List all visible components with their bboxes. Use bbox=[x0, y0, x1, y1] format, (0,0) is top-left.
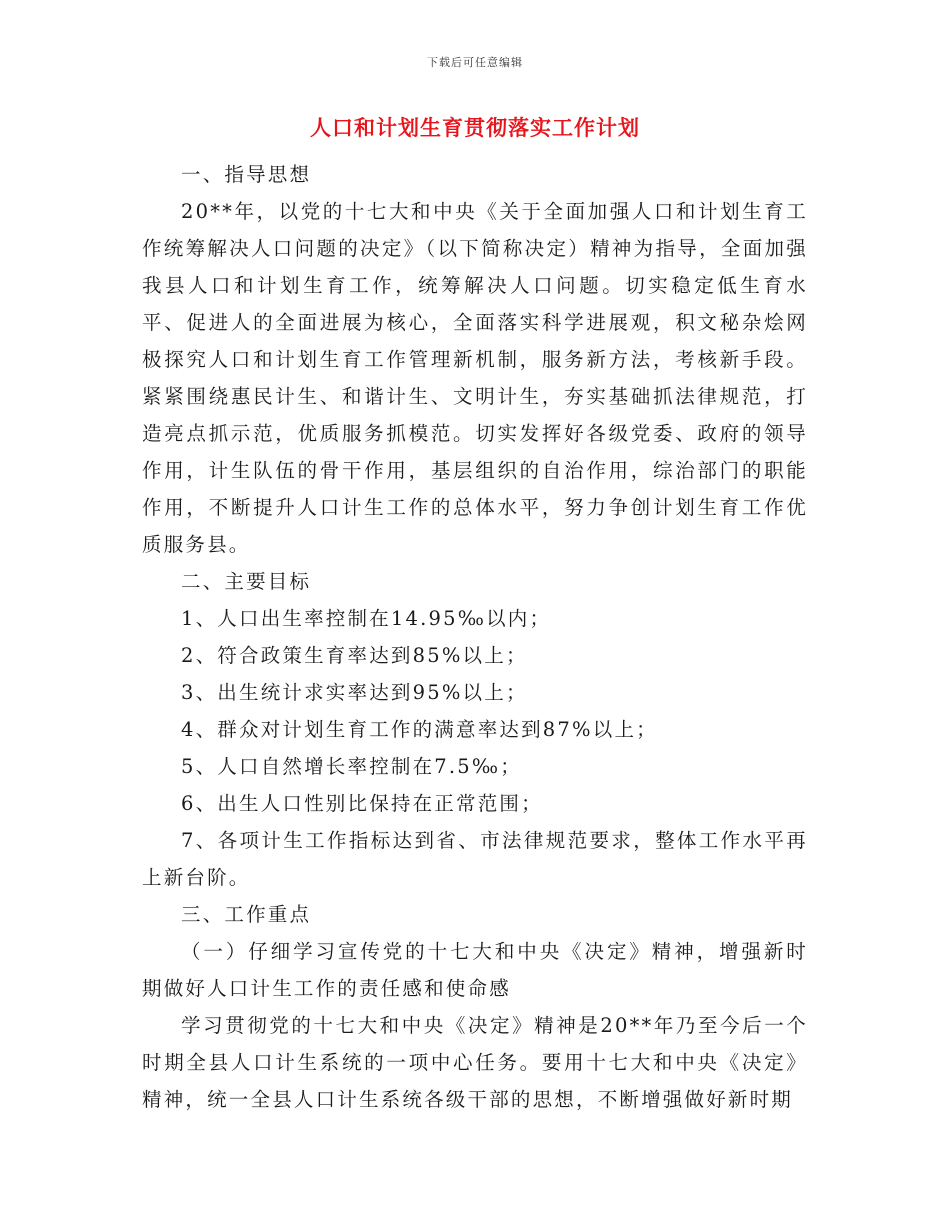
subsection-heading-study-spirit: （一）仔细学习宣传党的十七大和中央《决定》精神，增强新时期做好人口计生工作的责任感和使命感 bbox=[142, 940, 808, 1000]
section-heading-work-focus: 三、工作重点 bbox=[181, 903, 312, 926]
goal-item: 2、符合政策生育率达到85%以上； bbox=[181, 644, 528, 667]
section-heading-main-goals: 二、主要目标 bbox=[181, 570, 312, 593]
goal-item: 6、出生人口性别比保持在正常范围； bbox=[181, 792, 543, 815]
goal-item: 1、人口出生率控制在14.95‰以内； bbox=[181, 607, 552, 630]
page-header-note: 下载后可任意编辑 bbox=[427, 56, 523, 69]
subsection-paragraph-study-spirit: 学习贯彻党的十七大和中央《决定》精神是20**年乃至今后一个时期全县人口计生系统的一项中心任务。要用十七大和中央《决定》精神，统一全县人口计生系统各级干部的思想，不断增强做好新时期 bbox=[142, 1014, 808, 1111]
goal-item: 4、群众对计划生育工作的满意率达到87%以上； bbox=[181, 718, 658, 741]
section-paragraph-guiding-ideology: 20**年，以党的十七大和中央《关于全面加强人口和计划生育工作统筹解决人口问题的决定》（以下简称决定）精神为指导，全面加强我县人口和计划生育工作，统筹解决人口问题。切实稳定低生育水平、促进人的全面进展为核心，全面落实科学进展观，积文秘杂烩网极探究人口和计划生育工作管理新机制，服务新方法，考核新手段。紧紧围绕惠民计生、和谐计生、文明计生，夯实基础抓法律规范，打造亮点抓示范，优质服务抓模范。切实发挥好各级党委、政府的领导作用，计生队伍的骨干作用，基层组织的自治作用，综治部门的职能作用，不断提升人口计生工作的总体水平，努力争创计划生育工作优质服务县。 bbox=[142, 200, 808, 556]
goal-item: 7、各项计生工作指标达到省、市法律规范要求，整体工作水平再上新台阶。 bbox=[142, 829, 808, 889]
goal-item: 3、出生统计求实率达到95%以上； bbox=[181, 681, 528, 704]
document-body bbox=[142, 156, 808, 1118]
goal-item: 5、人口自然增长率控制在7.5‰； bbox=[181, 755, 522, 778]
document-title: 人口和计划生育贯彻落实工作计划 bbox=[310, 115, 640, 140]
section-heading-guiding-ideology: 一、指导思想 bbox=[181, 163, 312, 186]
